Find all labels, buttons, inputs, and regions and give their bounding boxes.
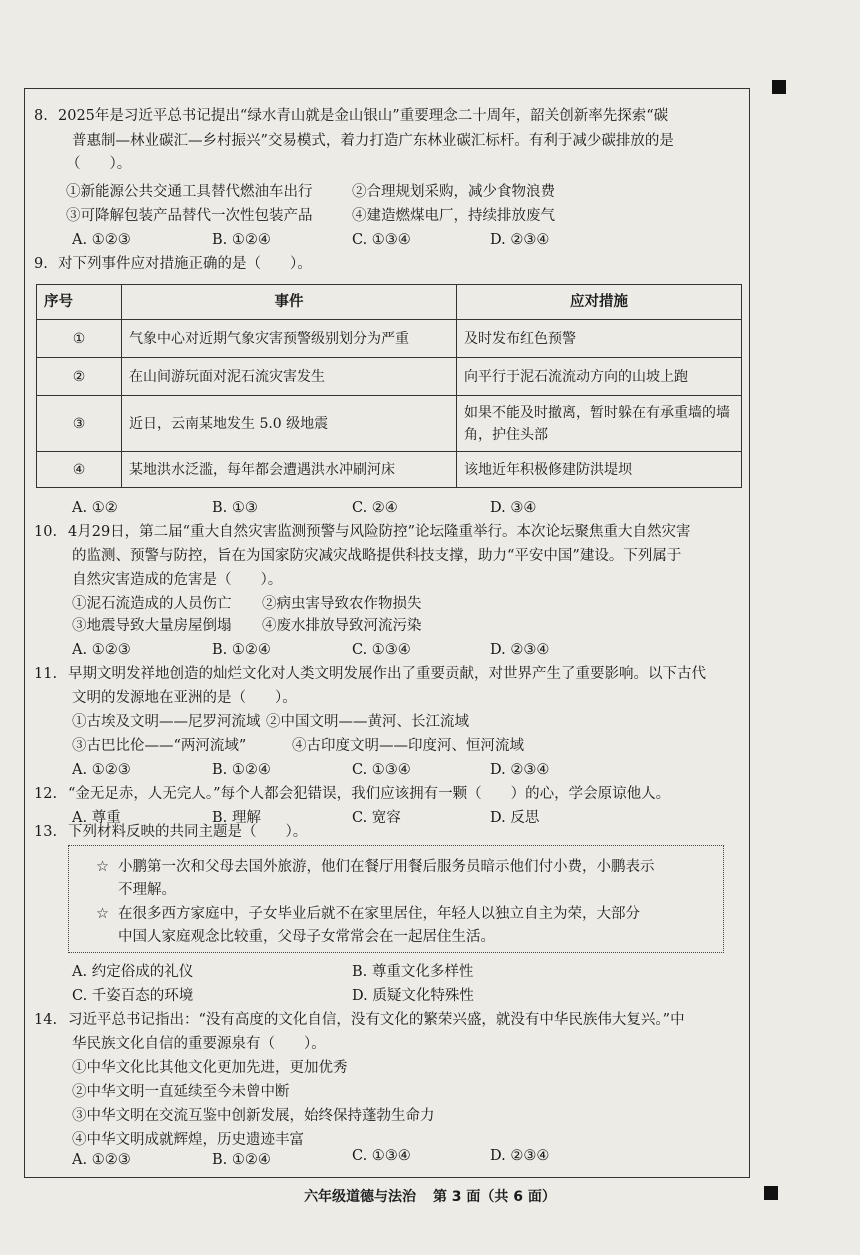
- q13-number: 13.: [34, 824, 58, 840]
- q13-option-b: B. 尊重文化多样性: [352, 964, 474, 980]
- q9-option-a: A. ①②: [72, 500, 118, 516]
- q13-option-c: C. 千姿百态的环境: [72, 988, 194, 1004]
- q14-option-d: D. ②③④: [490, 1148, 550, 1164]
- q14-option-a: A. ①②③: [72, 1152, 131, 1168]
- q10-item-2: ②病虫害导致农作物损失: [262, 596, 422, 612]
- header-number: 序号: [37, 285, 122, 320]
- q12-option-a: A. 尊重: [72, 810, 121, 826]
- material-2-line1: 在很多西方家庭中，子女毕业后就不在家里居住，年轻人以独立自主为荣，大部分: [118, 906, 640, 922]
- q10-number: 10.: [34, 524, 58, 540]
- material-1-line1: 小鹏第一次和父母去国外旅游，他们在餐厅用餐后服务员暗示他们付小费，小鹏表示: [118, 859, 655, 875]
- q9-option-d: D. ③④: [490, 500, 537, 516]
- q12-stem: “金无足赤，人无完人。”每个人都会犯错误，我们应该拥有一颗（ ）的心，学会原谅他人。: [68, 786, 671, 802]
- q14-stem-line1: 习近平总书记指出：“没有高度的文化自信，没有文化的繁荣兴盛，就没有中华民族伟大复兴。”中: [68, 1012, 685, 1028]
- q13-option-a: A. 约定俗成的礼仪: [72, 964, 194, 980]
- q14-item-2: ②中华文明一直延续至今未曾中断: [72, 1084, 290, 1100]
- q11-option-b: B. ①②④: [212, 762, 271, 778]
- q11-option-a: A. ①②③: [72, 762, 131, 778]
- q11-stem-line2: 文明的发源地在亚洲的是（ ）。: [72, 690, 297, 706]
- q8-option-b: B. ①②④: [212, 232, 271, 248]
- q8-stem-line3: （ ）。: [66, 156, 132, 172]
- q11-item-4: ④古印度文明——印度河、恒河流域: [292, 738, 524, 754]
- row-event: 气象中心对近期气象灾害预警级别划分为严重: [122, 320, 457, 358]
- q9-number: 9.: [34, 256, 48, 272]
- q12-option-b: B. 理解: [212, 810, 261, 826]
- q10-stem-line3: 自然灾害造成的危害是（ ）。: [72, 572, 283, 588]
- row-measure: 如果不能及时撤离，暂时躲在有承重墙的墙角，护住头部: [457, 396, 742, 452]
- q10-item-4: ④废水排放导致河流污染: [262, 618, 422, 634]
- registration-mark-top-right: [772, 80, 786, 94]
- q11-item-1: ①古埃及文明——尼罗河流域: [72, 714, 261, 730]
- material-2-line2: 中国人家庭观念比较重，父母子女常常会在一起居住生活。: [118, 929, 495, 945]
- q11-item-2: ②中国文明——黄河、长江流域: [266, 714, 469, 730]
- q9-option-b: B. ①③: [212, 500, 258, 516]
- q8-item-2: ②合理规划采购，减少食物浪费: [352, 184, 555, 200]
- q8-item-3: ③可降解包装产品替代一次性包装产品: [66, 208, 313, 224]
- header-measure: 应对措施: [457, 285, 742, 320]
- q14-item-3: ③中华文明在交流互鉴中创新发展，始终保持蓬勃生命力: [72, 1108, 435, 1124]
- q8-stem-line1: 2025年是习近平总书记提出“绿水青山就是金山银山”重要理念二十周年，韶关创新率先探索“碳: [58, 108, 669, 124]
- q11-stem-line1: 早期文明发祥地创造的灿烂文化对人类文明发展作出了重要贡献，对世界产生了重要影响。以下古代: [68, 666, 706, 682]
- q11-number: 11.: [34, 666, 58, 682]
- row-event: 近日，云南某地发生 5.0 级地震: [122, 396, 457, 452]
- q14-option-b: B. ①②④: [212, 1152, 271, 1168]
- footer-page-number: 第 3 面（共 6 面）: [432, 1189, 556, 1205]
- q8-stem-line2: 普惠制—林业碳汇—乡村振兴”交易模式，着力打造广东林业碳汇标杆。有利于减少碳排放的是: [72, 133, 674, 149]
- q10-option-a: A. ①②③: [72, 642, 131, 658]
- q8-number: 8.: [34, 108, 48, 124]
- row-event: 某地洪水泛滥，每年都会遭遇洪水冲刷河床: [122, 452, 457, 488]
- q14-stem-line2: 华民族文化自信的重要源泉有（ ）。: [72, 1036, 326, 1052]
- table-row: [37, 320, 742, 358]
- q13-option-d: D. 质疑文化特殊性: [352, 988, 474, 1004]
- q10-stem-line1: 4月29日，第二届“重大自然灾害监测预警与风险防控”论坛隆重举行。本次论坛聚焦重大自然灾害: [68, 524, 691, 540]
- q10-stem-line2: 的监测、预警与防控，旨在为国家防灾减灾战略提供科技支撑，助力“平安中国”建设。下列属于: [72, 548, 682, 564]
- table-header-row: [37, 285, 742, 320]
- q12-number: 12.: [34, 786, 58, 802]
- q14-item-4: ④中华文明成就辉煌，历史遗迹丰富: [72, 1132, 304, 1148]
- row-number: ④: [37, 452, 122, 488]
- q10-item-1: ①泥石流造成的人员伤亡: [72, 596, 232, 612]
- q10-option-c: C. ①③④: [352, 642, 411, 658]
- q9-option-c: C. ②④: [352, 500, 398, 516]
- q14-number: 14.: [34, 1012, 58, 1028]
- q11-option-c: C. ①③④: [352, 762, 411, 778]
- q10-option-b: B. ①②④: [212, 642, 271, 658]
- q14-option-c: C. ①③④: [352, 1148, 411, 1164]
- q11-item-3: ③古巴比伦——“两河流域”: [72, 738, 247, 754]
- row-event: 在山间游玩面对泥石流灾害发生: [122, 358, 457, 396]
- q11-option-d: D. ②③④: [490, 762, 550, 778]
- q8-item-1: ①新能源公共交通工具替代燃油车出行: [66, 184, 313, 200]
- material-2-star: ☆: [96, 906, 109, 922]
- row-number: ③: [37, 396, 122, 452]
- page-footer: [0, 1186, 860, 1206]
- header-event: 事件: [122, 285, 457, 320]
- row-measure: 及时发布红色预警: [457, 320, 742, 358]
- q12-option-c: C. 宽容: [352, 810, 401, 826]
- table-row: [37, 358, 742, 396]
- table-row: [37, 396, 742, 452]
- q13-stem: 下列材料反映的共同主题是（ ）。: [68, 824, 308, 840]
- event-table: [36, 284, 742, 488]
- q10-item-3: ③地震导致大量房屋倒塌: [72, 618, 232, 634]
- row-measure: 该地近年积极修建防洪堤坝: [457, 452, 742, 488]
- footer-subject: 六年级道德与法治: [304, 1189, 417, 1205]
- row-number: ②: [37, 358, 122, 396]
- q14-item-1: ①中华文化比其他文化更加先进，更加优秀: [72, 1060, 348, 1076]
- q12-option-d: D. 反思: [490, 810, 540, 826]
- row-measure: 向平行于泥石流流动方向的山坡上跑: [457, 358, 742, 396]
- q8-option-c: C. ①③④: [352, 232, 411, 248]
- table-row: [37, 452, 742, 488]
- q9-stem: 对下列事件应对措施正确的是（ ）。: [58, 256, 312, 272]
- material-1-star: ☆: [96, 859, 109, 875]
- material-1-line2: 不理解。: [118, 882, 176, 898]
- q8-option-a: A. ①②③: [72, 232, 131, 248]
- row-number: ①: [37, 320, 122, 358]
- q10-option-d: D. ②③④: [490, 642, 550, 658]
- q8-item-4: ④建造燃煤电厂，持续排放废气: [352, 208, 555, 224]
- q8-option-d: D. ②③④: [490, 232, 550, 248]
